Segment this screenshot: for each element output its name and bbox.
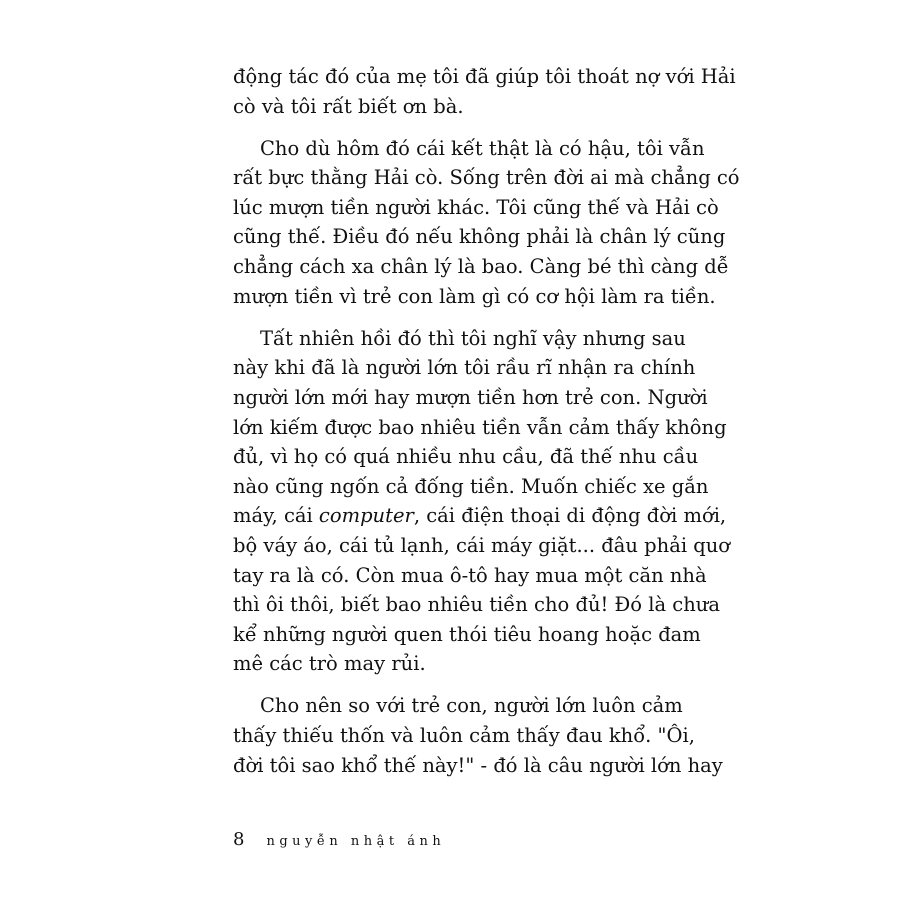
text-line: mượn tiền vì trẻ con làm gì có cơ hội làm ra tiền. [233, 284, 716, 308]
page-number: 8 [233, 829, 245, 850]
text-line: đời tôi sao khổ thế này!" - đó là câu người lớn hay [233, 753, 723, 777]
text-line: Cho dù hôm đó cái kết thật là có hậu, tôi vẫn [260, 136, 705, 160]
text-line: cò và tôi rất biết ơn bà. [233, 94, 464, 118]
text-line: này khi đã là người lớn tôi rầu rĩ nhận ra chính [233, 356, 696, 380]
text-line: bộ váy áo, cái tủ lạnh, cái máy giặt... đâu phải quơ [233, 533, 731, 557]
text-line: máy, cái computer, cái điện thoại di động đời mới, [233, 504, 727, 528]
text-line: rất bực thằng Hải cò. Sống trên đời ai mà chẳng có [233, 166, 740, 190]
text-line: Tất nhiên hồi đó thì tôi nghĩ vậy nhưng sau [260, 326, 686, 350]
paragraph [233, 691, 723, 780]
text-line: đủ, vì họ có quá nhiều nhu cầu, đã thế nhu cầu [233, 445, 699, 469]
text-line: Cho nên so với trẻ con, người lớn luôn cảm [260, 694, 683, 718]
text-line: người lớn mới hay mượn tiền hơn trẻ con. Người [233, 385, 708, 409]
paragraph [233, 62, 736, 121]
text-line: thì ôi thôi, biết bao nhiêu tiền cho đủ! Đó là chưa [233, 593, 720, 617]
page-footer [233, 829, 445, 850]
text-line: lúc mượn tiền người khác. Tôi cũng thế và Hải cò [233, 195, 719, 219]
body-text [233, 62, 740, 793]
text-line: thấy thiếu thốn và luôn cảm thấy đau khổ. "Ôi, [233, 723, 695, 747]
paragraph [233, 324, 731, 679]
text-line: lớn kiếm được bao nhiêu tiền vẫn cảm thấy không [233, 415, 727, 439]
paragraph [233, 134, 740, 312]
text-line: động tác đó của mẹ tôi đã giúp tôi thoát nợ với Hải [233, 65, 736, 88]
text-line: cũng thế. Điều đó nếu không phải là chân lý cũng [233, 225, 726, 249]
text-line: mê các trò may rủi. [233, 652, 426, 676]
text-line: chẳng cách xa chân lý là bao. Càng bé thì càng dễ [233, 255, 729, 279]
text-line: tay ra là có. Còn mua ô-tô hay mua một căn nhà [233, 563, 707, 587]
text-line: nào cũng ngốn cả đống tiền. Muốn chiếc xe gắn [233, 474, 709, 498]
text-line: kể những người quen thói tiêu hoang hoặc đam [233, 622, 701, 646]
running-head-author: nguyễn nhật ánh [266, 834, 446, 849]
